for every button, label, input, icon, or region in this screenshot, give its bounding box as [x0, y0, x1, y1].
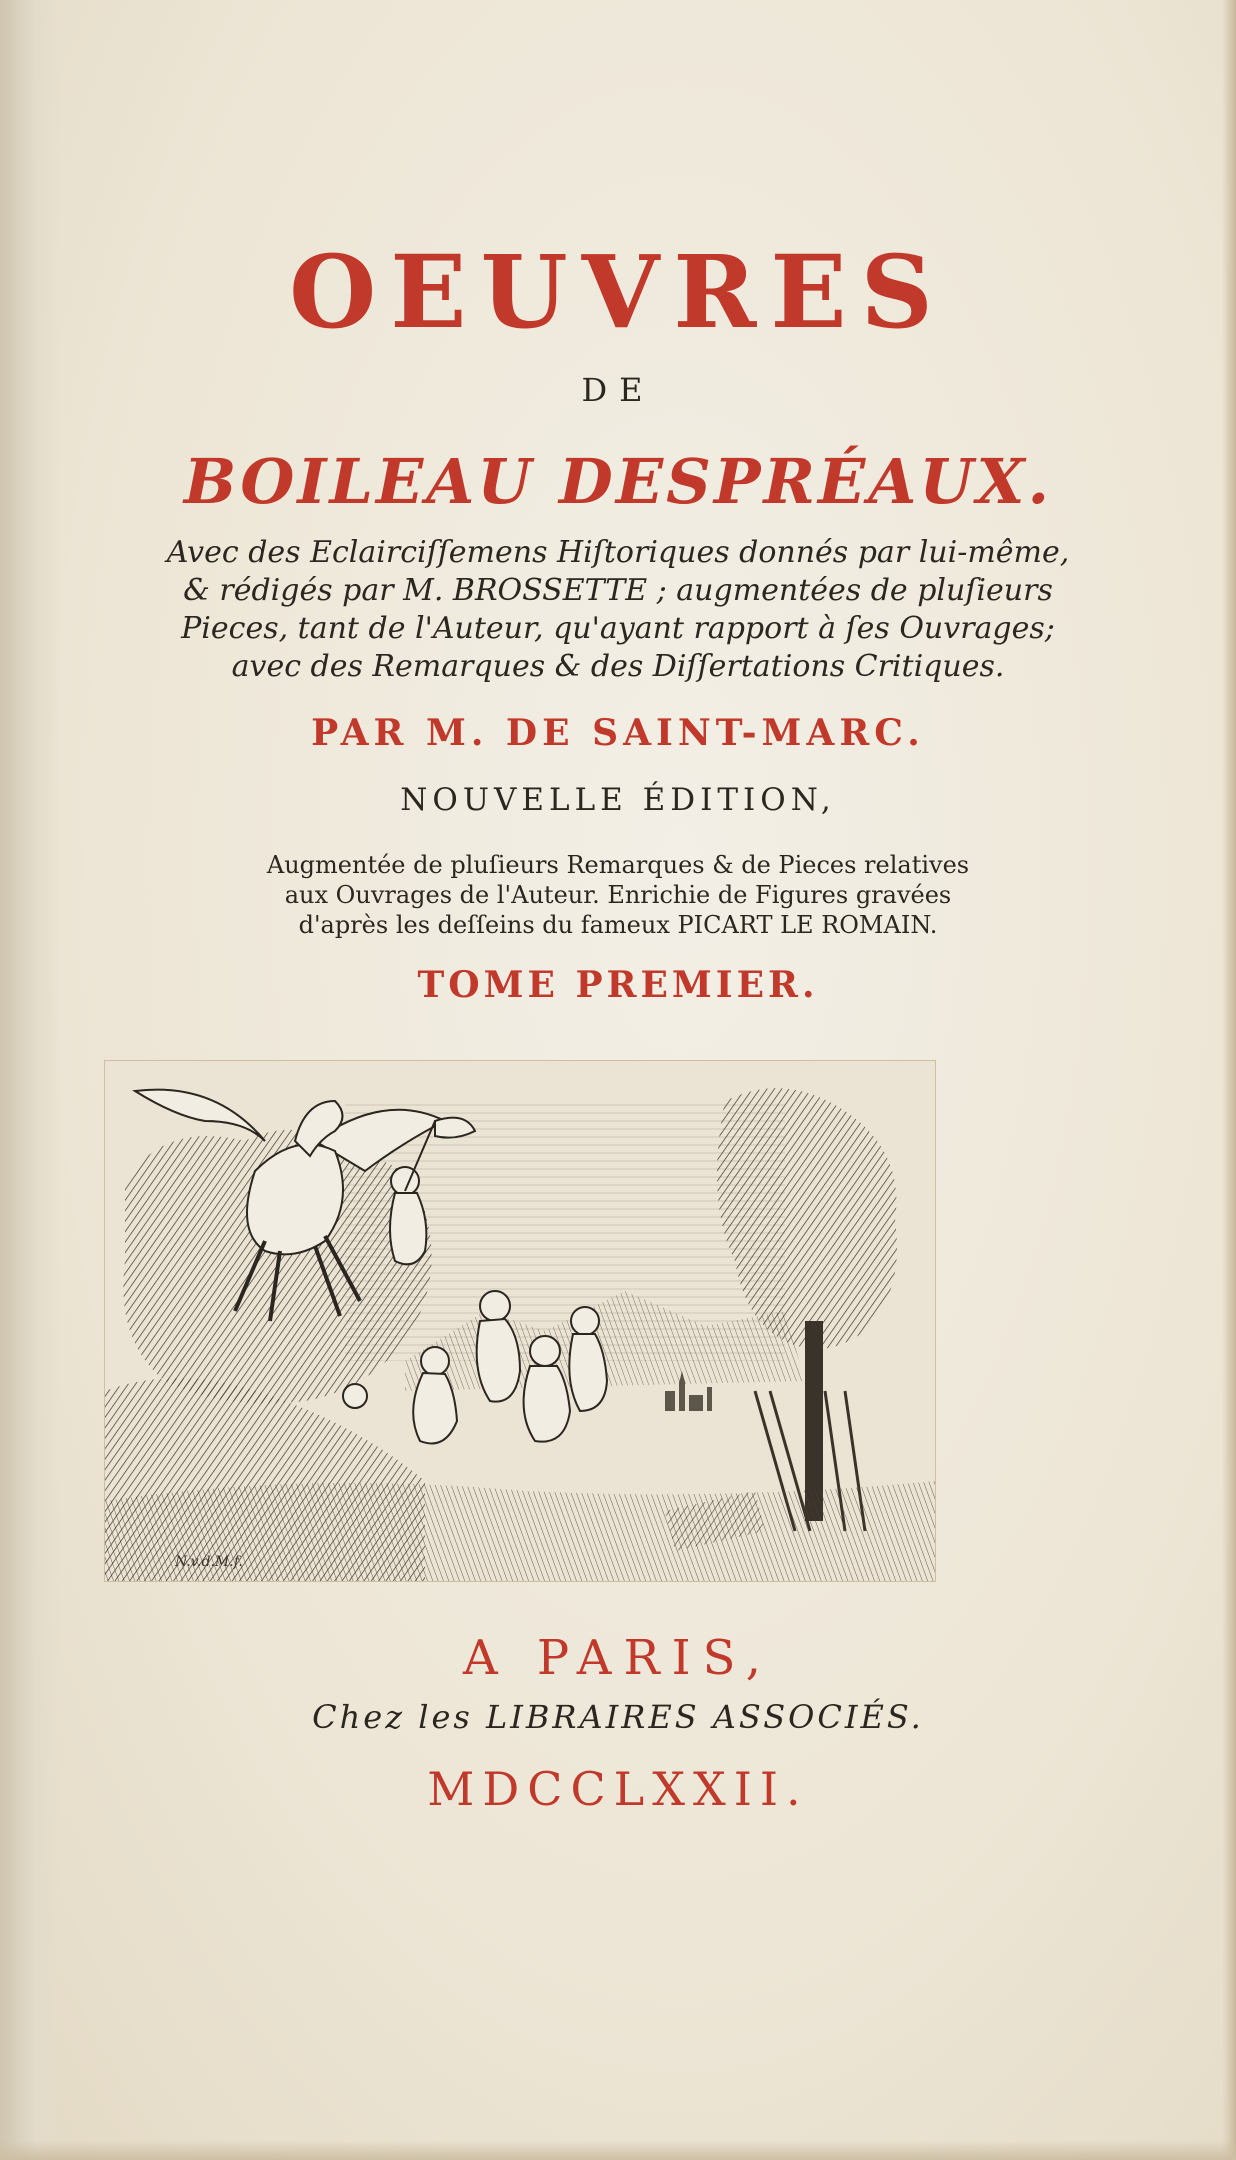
description-line: avec des Remarques & des Diſſertations Critiques.: [231, 649, 1005, 684]
augmentation-line: aux Ouvrages de l'Auteur. Enrichie de Figures gravées: [284, 881, 952, 909]
description-line: & rédigés par M. BROSSETTE ; augmentées de pluſieurs: [183, 573, 1053, 608]
imprint-publisher: Chez les LIBRAIRES ASSOCIÉS.: [312, 1698, 924, 1736]
imprint-date: MDCCLXXII.: [427, 1762, 809, 1816]
pegasus-and-cherubs-landscape-icon: [105, 1061, 935, 1581]
svg-text:N.v.d.M.f.: N.v.d.M.f.: [175, 1554, 243, 1570]
description-line: Pieces, tant de l'Auteur, qu'ayant rapport à ſes Ouvrages;: [181, 611, 1055, 646]
volume-statement: TOME PREMIER.: [417, 964, 819, 1006]
engraving-vignette: [104, 1060, 936, 1582]
augmentation-line: d'après les deſſeins du fameux PICART LE ROMAIN.: [298, 911, 938, 939]
description-line: Avec des Eclairciſſemens Hiſtoriques donnés par lui-même,: [166, 535, 1070, 570]
edition-statement: NOUVELLE ÉDITION,: [400, 782, 836, 818]
title-connector: DE: [581, 371, 655, 409]
page-edge-bottom: [0, 2140, 1236, 2160]
page-edge-right: [1222, 0, 1236, 2160]
editor-credit: PAR M. DE SAINT-MARC.: [311, 712, 925, 754]
author-name: BOILEAU DESPRÉAUX.: [183, 445, 1053, 518]
book-gutter-shadow: [0, 0, 60, 2160]
imprint-place: A PARIS,: [462, 1630, 773, 1686]
book-title: OEUVRES: [289, 233, 947, 351]
augmentation-line: Augmentée de pluſieurs Remarques & de Pieces relatives: [266, 851, 970, 879]
